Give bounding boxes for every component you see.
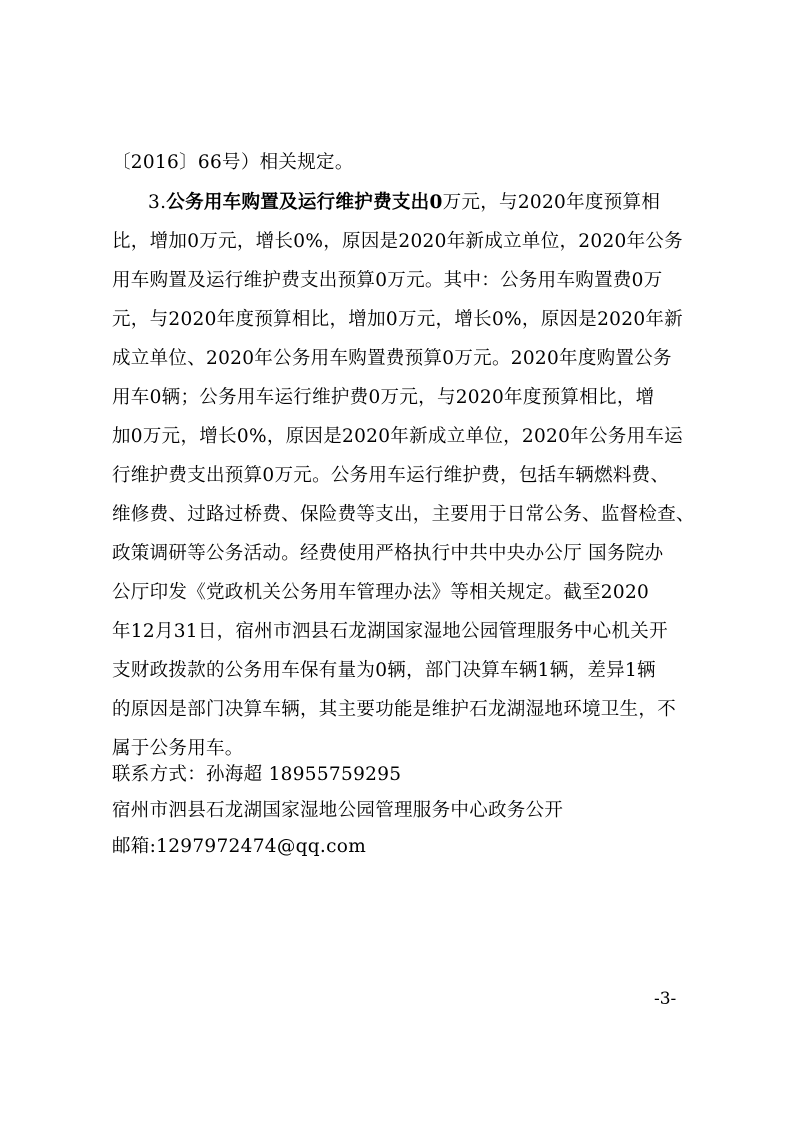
- text-line-4: 用车购置及运行维护费支出预算0万元。其中：公务用车购置费0万: [112, 270, 663, 291]
- organization-line: 宿州市泗县石龙湖国家湿地公园管理服务中心政务公开: [112, 800, 564, 821]
- text-line-14: 支财政拨款的公务用车保有量为0辆，部门决算车辆1辆，差异1辆: [112, 660, 656, 681]
- item-3-heading-line: [148, 190, 692, 216]
- contact-line: 联系方式：孙海超 18955759295: [112, 764, 402, 785]
- item-3-bold-title: 公务用车购置及运行维护费支出0: [166, 192, 443, 213]
- text-line-1: 〔2016〕66号）相关规定。: [112, 152, 354, 173]
- text-line-11: 政策调研等公务活动。经费使用严格执行中共中央办公厅 国务院办: [112, 543, 664, 564]
- page-number: -3-: [654, 989, 677, 1009]
- text-line-13: 年12月31日，宿州市泗县石龙湖国家湿地公园管理服务中心机关开: [112, 621, 668, 642]
- text-line-12: 公厅印发《党政机关公务用车管理办法》等相关规定。截至2020: [112, 582, 650, 603]
- email-line: 邮箱:1297972474@qq.com: [112, 836, 367, 857]
- text-line-15: 的原因是部门决算车辆，其主要功能是维护石龙湖湿地环境卫生，不: [112, 699, 677, 720]
- text-line-3: 比，增加0万元，增长0%，原因是2020年新成立单位，2020年公务: [112, 231, 683, 252]
- item-3-text: 万元，与2020年度预算相: [442, 192, 661, 213]
- text-line-6: 成立单位、2020年公务用车购置费预算0万元。2020年度购置公务: [112, 348, 672, 369]
- text-line-7: 用车0辆；公务用车运行维护费0万元，与2020年度预算相比，增: [112, 387, 655, 408]
- text-line-10: 维修费、过路过桥费、保险费等支出，主要用于日常公务、监督检查、: [112, 504, 695, 525]
- text-line-16: 属于公务用车。: [112, 738, 244, 759]
- text-line-8: 加0万元，增长0%，原因是2020年新成立单位，2020年公务用车运: [112, 426, 683, 447]
- item-3-number: 3.: [148, 192, 167, 213]
- text-line-5: 元，与2020年度预算相比，增加0万元，增长0%，原因是2020年新: [112, 309, 683, 330]
- text-line-9: 行维护费支出预算0万元。公务用车运行维护费，包括车辆燃料费、: [112, 465, 670, 486]
